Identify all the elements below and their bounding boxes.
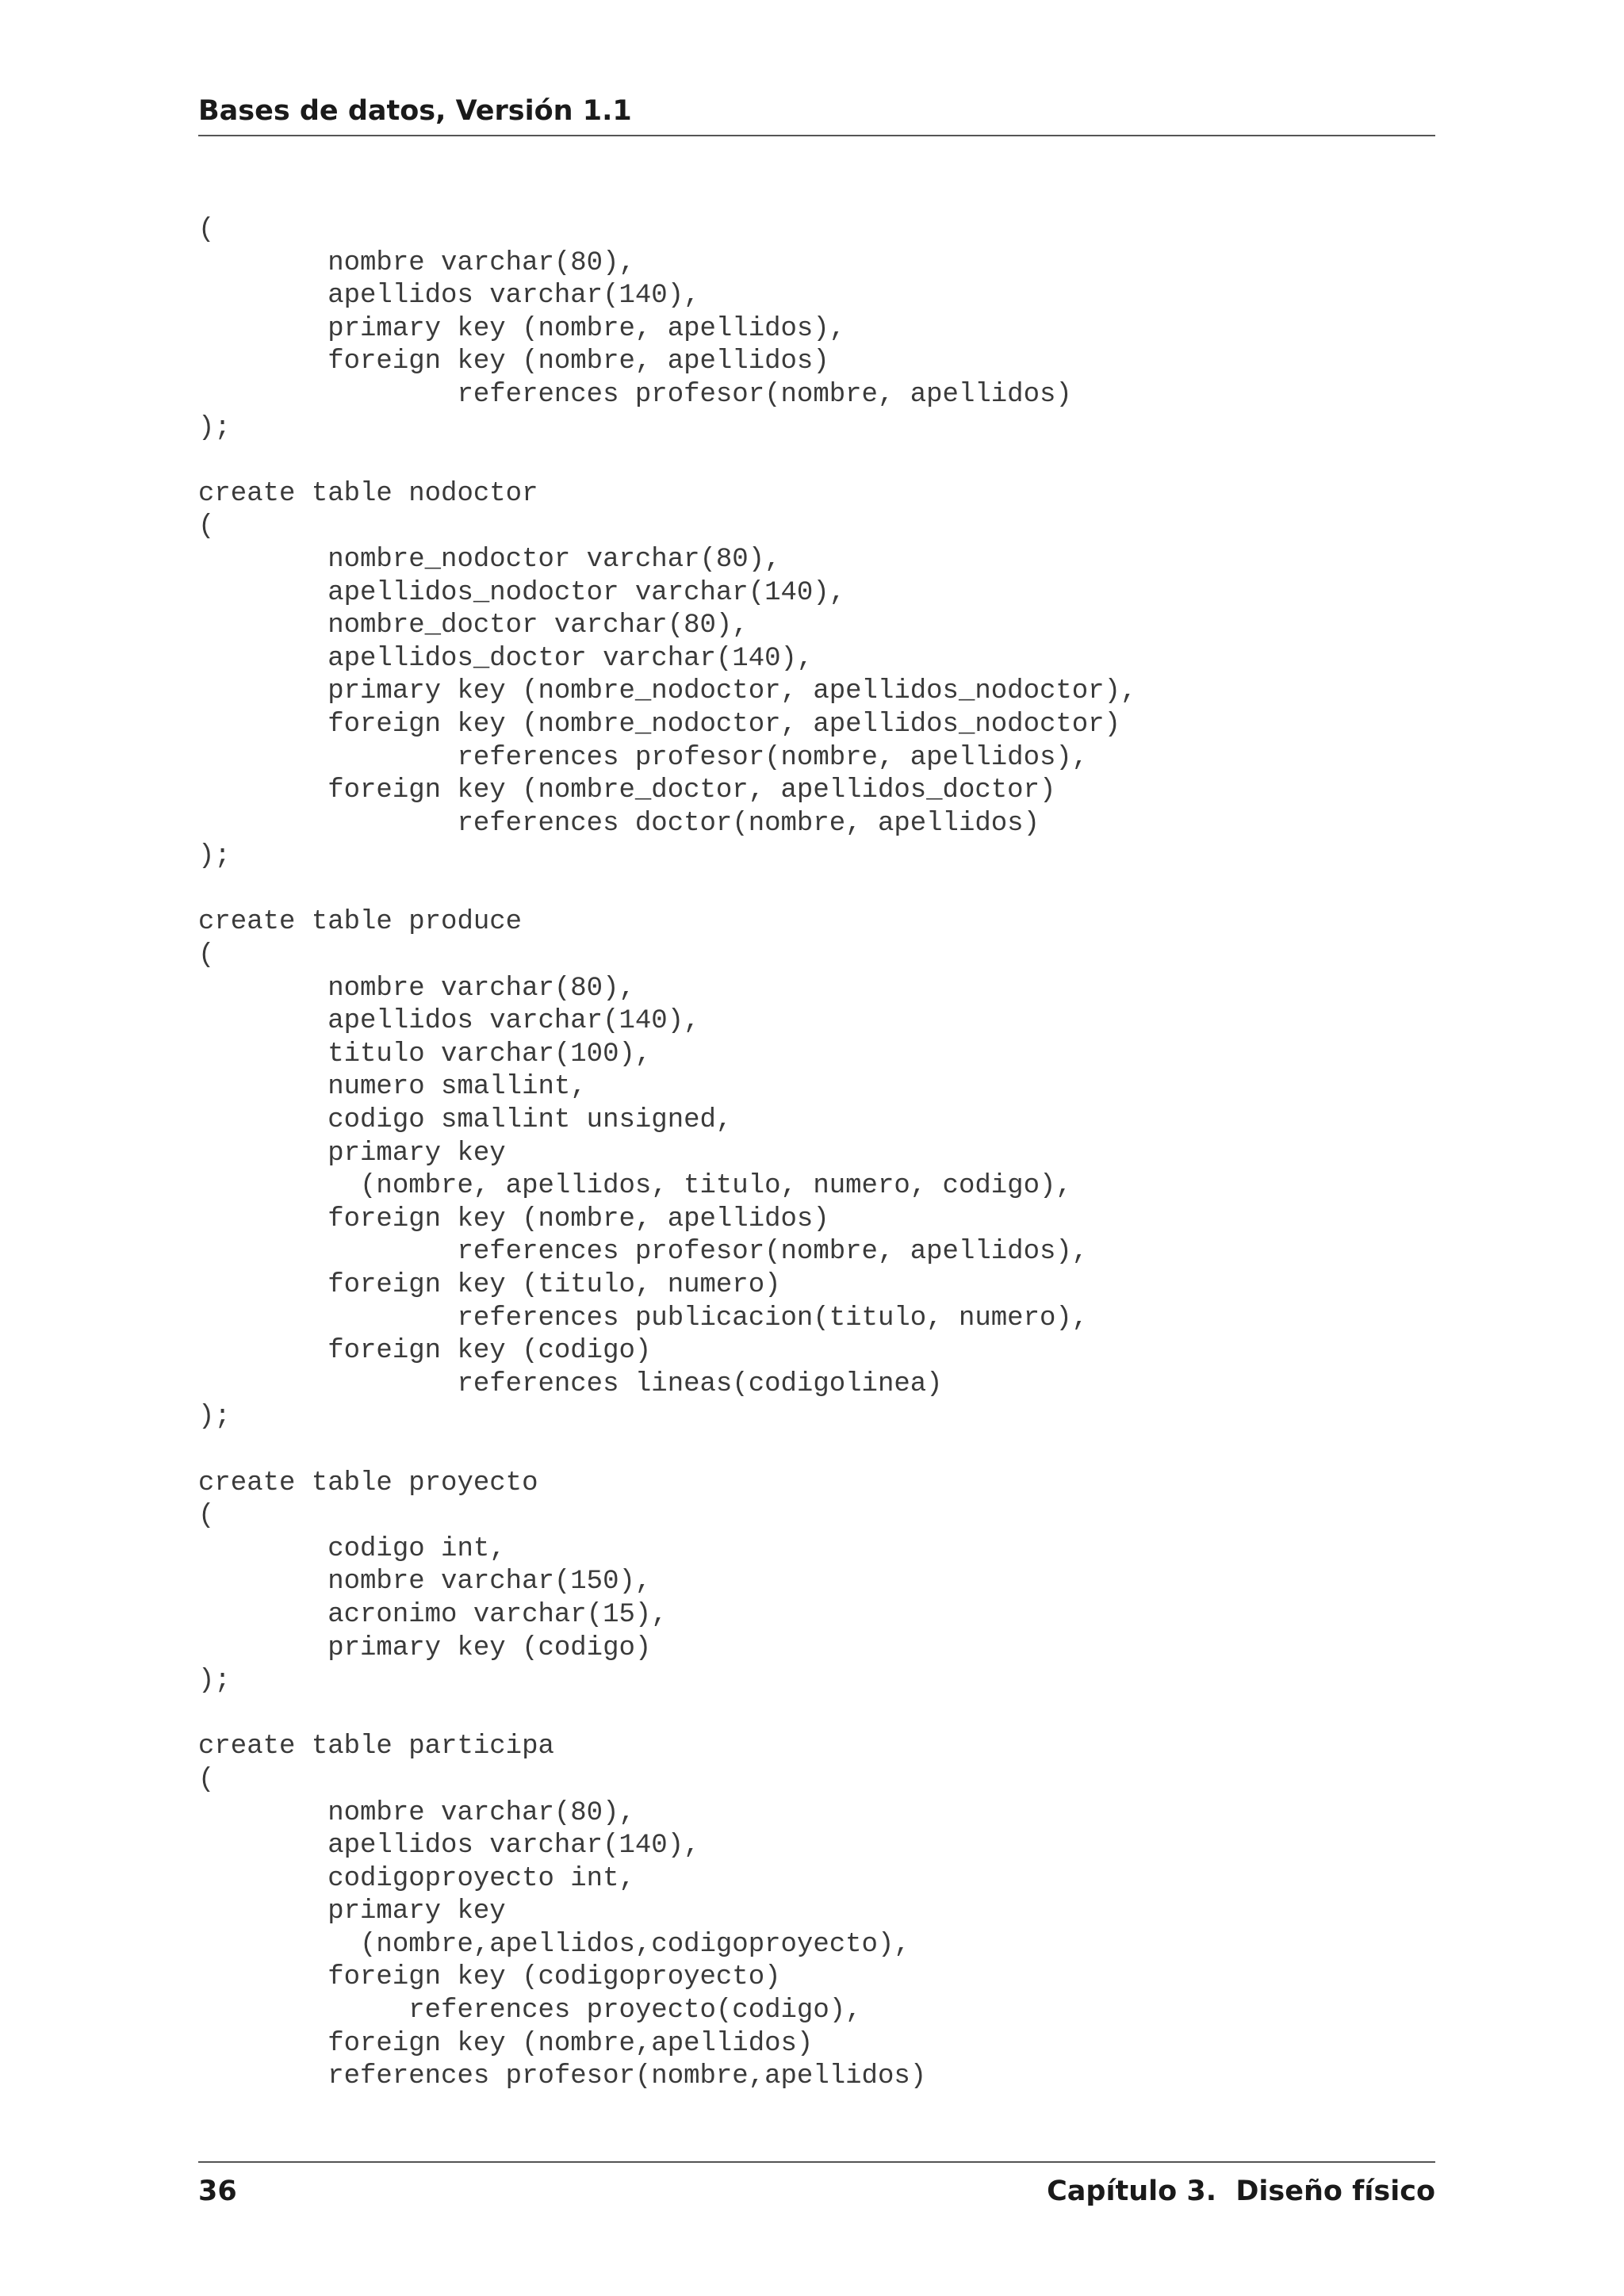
- code-line: (: [198, 1501, 215, 1532]
- code-line: [198, 874, 1435, 907]
- code-line: numero smallint,: [198, 1072, 587, 1103]
- code-line: (: [198, 511, 215, 542]
- code-line: foreign key (nombre, apellidos): [198, 346, 829, 377]
- code-line: nombre_nodoctor varchar(80),: [198, 544, 781, 575]
- code-line: (: [198, 940, 215, 971]
- code-line: acronimo varchar(15),: [198, 1599, 668, 1630]
- code-line: primary key (nombre, apellidos),: [198, 313, 846, 344]
- code-line: references profesor(nombre,apellidos): [198, 2061, 927, 2092]
- running-header: [198, 94, 1435, 136]
- code-line: nombre varchar(150),: [198, 1567, 652, 1598]
- code-line: references proyecto(codigo),: [198, 1996, 862, 2026]
- chapter-title: Capítulo 3. Diseño físico: [1047, 2175, 1435, 2207]
- code-line: foreign key (codigo): [198, 1336, 652, 1367]
- code-line: create table proyecto: [198, 1468, 538, 1498]
- running-footer: [198, 2161, 1435, 2218]
- code-line: [198, 445, 1435, 478]
- code-line: apellidos varchar(140),: [198, 1831, 700, 1862]
- code-line: nombre varchar(80),: [198, 247, 635, 278]
- code-line: references profesor(nombre, apellidos),: [198, 742, 1089, 773]
- code-line: foreign key (nombre_doctor, apellidos_doctor): [198, 775, 1056, 806]
- code-line: );: [198, 1666, 231, 1697]
- code-line: (nombre, apellidos, titulo, numero, codigo),: [198, 1171, 1072, 1202]
- code-line: primary key (nombre_nodoctor, apellidos_nodoctor),: [198, 676, 1137, 707]
- code-line: foreign key (nombre,apellidos): [198, 2028, 814, 2059]
- code-line: );: [198, 841, 231, 872]
- page-number: 36: [198, 2175, 237, 2207]
- code-line: );: [198, 1402, 231, 1433]
- code-line: apellidos_doctor varchar(140),: [198, 643, 814, 674]
- code-line: references doctor(nombre, apellidos): [198, 808, 1040, 839]
- code-line: foreign key (codigoproyecto): [198, 1962, 781, 1993]
- code-line: titulo varchar(100),: [198, 1039, 652, 1070]
- code-line: primary key (codigo): [198, 1632, 652, 1663]
- code-line: (: [198, 1764, 215, 1795]
- sql-code-block: [198, 214, 1435, 2094]
- code-line: nombre_doctor varchar(80),: [198, 610, 749, 641]
- code-line: foreign key (nombre_nodoctor, apellidos_nodoctor): [198, 709, 1120, 740]
- code-line: references profesor(nombre, apellidos),: [198, 1237, 1089, 1268]
- code-line: apellidos_nodoctor varchar(140),: [198, 577, 846, 608]
- code-line: apellidos varchar(140),: [198, 1006, 700, 1037]
- code-line: references publicacion(titulo, numero),: [198, 1303, 1089, 1334]
- code-line: nombre varchar(80),: [198, 973, 635, 1004]
- code-line: primary key: [198, 1138, 506, 1169]
- code-line: codigo int,: [198, 1533, 506, 1564]
- code-line: (nombre,apellidos,codigoproyecto),: [198, 1929, 910, 1960]
- code-line: apellidos varchar(140),: [198, 281, 700, 312]
- code-line: foreign key (titulo, numero): [198, 1270, 781, 1300]
- code-line: create table nodoctor: [198, 478, 538, 509]
- book-title: Bases de datos, Versión 1.1: [198, 95, 632, 127]
- code-line: codigoproyecto int,: [198, 1863, 635, 1894]
- code-line: [198, 1698, 1435, 1732]
- code-line: [198, 1434, 1435, 1468]
- code-line: create table produce: [198, 907, 523, 938]
- code-line: );: [198, 412, 231, 443]
- code-line: nombre varchar(80),: [198, 1797, 635, 1828]
- code-line: references lineas(codigolinea): [198, 1368, 943, 1399]
- code-line: codigo smallint unsigned,: [198, 1105, 733, 1136]
- code-line: (: [198, 215, 215, 245]
- code-line: foreign key (nombre, apellidos): [198, 1203, 829, 1234]
- code-line: references profesor(nombre, apellidos): [198, 379, 1072, 410]
- code-line: create table participa: [198, 1732, 554, 1762]
- code-line: primary key: [198, 1896, 506, 1927]
